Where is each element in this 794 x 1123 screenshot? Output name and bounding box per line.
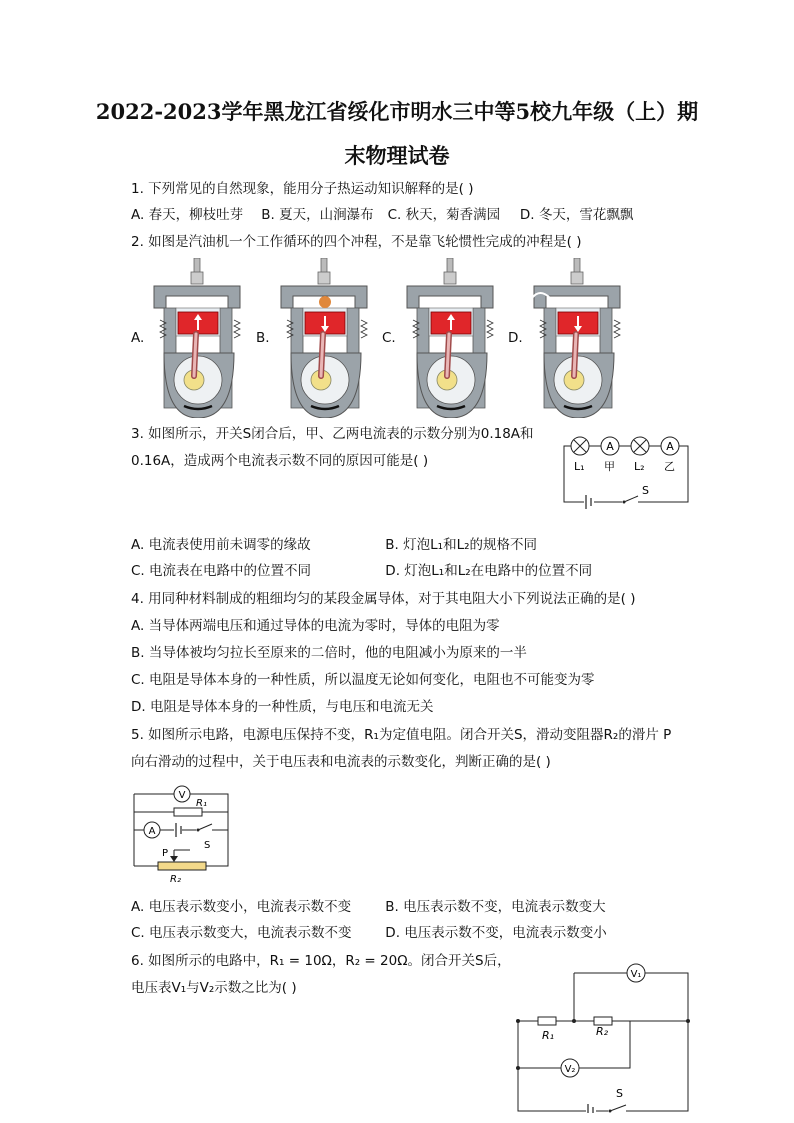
engine-stroke-b bbox=[281, 258, 367, 418]
q3-option-b: B. 灯泡L₁和L₂的规格不同 bbox=[385, 537, 538, 553]
q3-options-row-1 bbox=[131, 536, 537, 554]
q5-stem-line-2: 向右滑动的过程中，关于电压表和电流表的示数变化，判断正确的是( ) bbox=[131, 754, 551, 770]
slider-arrow-icon bbox=[170, 856, 178, 862]
q1-options bbox=[131, 206, 633, 224]
q1-option-d: D. 冬天，雪花飘飘 bbox=[519, 207, 634, 223]
paper-title-line-2: 末物理试卷 bbox=[344, 143, 450, 168]
q5-stem-line-1: 5. 如图所示电路，电源电压保持不变，R₁为定值电阻。闭合开关S，滑动变阻器R₂的滑片 P bbox=[131, 727, 672, 743]
q3-option-c: C. 电流表在电路中的位置不同 bbox=[131, 563, 312, 579]
q5-label-r1: R₁ bbox=[196, 798, 207, 809]
q3-label-yi: 乙 bbox=[664, 460, 675, 473]
resistor-r1-icon bbox=[174, 808, 202, 816]
voltmeter-v2-icon bbox=[561, 1059, 579, 1077]
q4-option-b: B. 当导体被均匀拉长至原来的二倍时，他的电阻减小为原来的一半 bbox=[131, 645, 527, 661]
resistor-r1-icon bbox=[538, 1017, 556, 1025]
q1-option-c: C. 秋天，菊香满园 bbox=[387, 207, 501, 223]
q5-option-a: A. 电压表示数变小，电流表示数不变 bbox=[131, 899, 352, 915]
voltmeter-icon bbox=[174, 786, 190, 802]
resistor-r2-icon bbox=[594, 1017, 612, 1025]
q3-option-d: D. 灯泡L₁和L₂在电路中的位置不同 bbox=[385, 563, 593, 579]
q2-stem: 2. 如图是汽油机一个工作循环的四个冲程，不是靠飞轮惯性完成的冲程是( ) bbox=[131, 234, 582, 250]
q3-label-l2: L₂ bbox=[634, 460, 645, 473]
q2-label-a: A. bbox=[131, 330, 145, 346]
q1-option-a: A. 春天，柳枝吐芽 bbox=[131, 207, 244, 223]
q5-option-b: B. 电压表示数不变，电流表示数变大 bbox=[385, 899, 606, 915]
ammeter-jia-icon bbox=[601, 437, 619, 455]
engine-strokes-figure bbox=[0, 258, 794, 418]
ammeter-icon bbox=[144, 822, 160, 838]
ammeter-yi-symbol: A bbox=[666, 440, 674, 453]
q3-circuit-diagram bbox=[560, 432, 700, 512]
q3-label-l1: L₁ bbox=[574, 460, 585, 473]
ammeter-jia-symbol: A bbox=[606, 440, 614, 453]
lamp-l2-icon bbox=[631, 437, 649, 455]
q3-stem-line-2: 0.16A，造成两个电流表示数不同的原因可能是( ) bbox=[131, 453, 429, 469]
q1-stem: 1. 下列常见的自然现象，能用分子热运动知识解释的是( ) bbox=[131, 181, 474, 197]
q4-option-c: C. 电阻是导体本身的一种性质，所以温度无论如何变化，电阻也不可能变为零 bbox=[131, 672, 595, 688]
q3-label-jia: 甲 bbox=[604, 460, 615, 473]
q4-option-d: D. 电阻是导体本身的一种性质，与电压和电流无关 bbox=[131, 699, 434, 715]
q5-options-row-2 bbox=[131, 924, 607, 942]
q5-circuit-diagram bbox=[130, 776, 250, 886]
q5-label-p: P bbox=[162, 848, 169, 859]
q1-option-b: B. 夏天，山涧瀑布 bbox=[261, 207, 374, 223]
paper-title-line-1: 2022-2023学年黑龙江省绥化市明水三中等5校九年级（上）期 bbox=[95, 99, 699, 124]
q6-label-v1: V₁ bbox=[630, 969, 642, 980]
engine-stroke-a bbox=[154, 258, 240, 418]
voltmeter-v1-icon bbox=[627, 964, 645, 982]
lamp-l1-icon bbox=[571, 437, 589, 455]
q6-label-s: S bbox=[616, 1087, 623, 1100]
q4-option-a: A. 当导体两端电压和通过导体的电流为零时，导体的电阻为零 bbox=[131, 618, 500, 634]
q6-label-v2: V₂ bbox=[564, 1064, 576, 1075]
q2-label-b: B. bbox=[256, 330, 270, 346]
q3-stem-line-1: 3. 如图所示，开关S闭合后，甲、乙两电流表的示数分别为0.18A和 bbox=[131, 426, 534, 442]
q5-option-d: D. 电压表示数不变，电流表示数变小 bbox=[385, 925, 607, 941]
q6-label-r2: R₂ bbox=[596, 1025, 609, 1038]
q2-label-c: C. bbox=[382, 330, 396, 346]
rheostat-r2-icon bbox=[158, 862, 206, 870]
q5-label-r2: R₂ bbox=[170, 874, 181, 885]
q3-options-row-2 bbox=[131, 562, 592, 580]
q3-option-a: A. 电流表使用前未调零的缘故 bbox=[131, 537, 311, 553]
q6-stem-line-1: 6. 如图所示的电路中，R₁ = 10Ω，R₂ = 20Ω。闭合开关S后， bbox=[131, 953, 511, 969]
q5-option-c: C. 电压表示数变大，电流表示数不变 bbox=[131, 925, 352, 941]
q6-label-r1: R₁ bbox=[542, 1029, 555, 1042]
engine-stroke-d bbox=[532, 258, 620, 418]
q3-label-s: S bbox=[642, 484, 649, 497]
q5-options-row-1 bbox=[131, 898, 606, 916]
q5-ammeter-symbol: A bbox=[148, 826, 156, 837]
q4-stem: 4. 用同种材料制成的粗细均匀的某段金属导体，对于其电阻大小下列说法正确的是( ) bbox=[131, 591, 636, 607]
q5-label-s: S bbox=[204, 840, 211, 851]
q6-stem-line-2: 电压表V₁与V₂示数之比为( ) bbox=[131, 980, 297, 996]
ammeter-yi-icon bbox=[661, 437, 679, 455]
engine-stroke-c bbox=[407, 258, 493, 418]
q5-voltmeter-symbol: V bbox=[178, 790, 186, 801]
q6-circuit-diagram bbox=[512, 963, 702, 1113]
q2-label-d: D. bbox=[508, 330, 523, 346]
